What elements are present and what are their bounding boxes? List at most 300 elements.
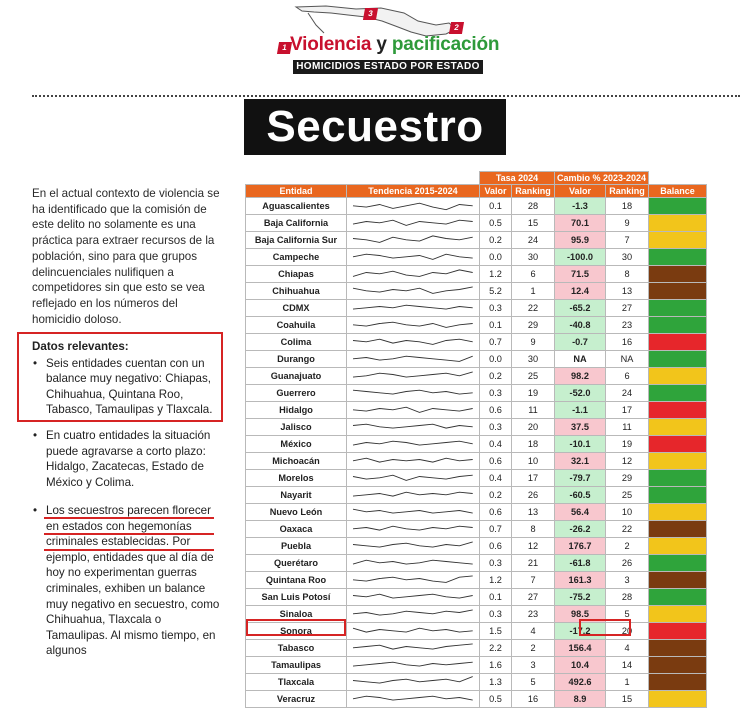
cambio-ranking-cell: 8 bbox=[606, 266, 649, 283]
balance-cell bbox=[649, 215, 707, 232]
table-row bbox=[246, 538, 707, 555]
entidad-cell: Quintana Roo bbox=[246, 572, 347, 589]
cambio-valor-cell: 8.9 bbox=[555, 691, 606, 708]
balance-cell bbox=[649, 249, 707, 266]
tasa-ranking-cell: 22 bbox=[512, 300, 555, 317]
tendencia-sparkline bbox=[347, 334, 480, 351]
sparkline-icon bbox=[347, 300, 479, 313]
cambio-ranking-cell: 5 bbox=[606, 606, 649, 623]
tendencia-sparkline bbox=[347, 487, 480, 504]
tasa-valor-cell: 0.3 bbox=[480, 385, 512, 402]
table-row bbox=[246, 419, 707, 436]
cambio-ranking-cell: 23 bbox=[606, 317, 649, 334]
balance-swatch bbox=[649, 691, 706, 707]
bullet-block-2 bbox=[32, 428, 220, 490]
balance-swatch bbox=[649, 606, 706, 622]
balance-cell bbox=[649, 453, 707, 470]
tendencia-sparkline bbox=[347, 368, 480, 385]
balance-swatch bbox=[649, 266, 706, 282]
entidad-cell: Tabasco bbox=[246, 640, 347, 657]
balance-swatch bbox=[649, 521, 706, 537]
balance-cell bbox=[649, 198, 707, 215]
entidad-cell: Aguascalientes bbox=[246, 198, 347, 215]
sparkline-icon bbox=[347, 487, 479, 500]
tasa-ranking-cell: 7 bbox=[512, 572, 555, 589]
cambio-ranking-cell: 10 bbox=[606, 504, 649, 521]
col-header-balance: Balance bbox=[649, 185, 707, 198]
balance-cell bbox=[649, 334, 707, 351]
tasa-valor-cell: 2.2 bbox=[480, 640, 512, 657]
cambio-valor-cell: -100.0 bbox=[555, 249, 606, 266]
table-row bbox=[246, 589, 707, 606]
entidad-cell: Querétaro bbox=[246, 555, 347, 572]
badge-2: 2 bbox=[449, 22, 464, 34]
sparkline-icon bbox=[347, 283, 479, 296]
table-row bbox=[246, 640, 707, 657]
col-header-valor: Valor bbox=[480, 185, 512, 198]
tendencia-sparkline bbox=[347, 521, 480, 538]
group-header-cambio: Cambio % 2023-2024 bbox=[555, 172, 649, 185]
table-row bbox=[246, 453, 707, 470]
dotted-divider bbox=[32, 95, 740, 97]
table-row bbox=[246, 249, 707, 266]
balance-swatch bbox=[649, 640, 706, 656]
balance-cell bbox=[649, 572, 707, 589]
tasa-valor-cell: 0.0 bbox=[480, 249, 512, 266]
cambio-valor-cell: 98.2 bbox=[555, 368, 606, 385]
entidad-cell: Nuevo León bbox=[246, 504, 347, 521]
sparkline-icon bbox=[347, 606, 479, 619]
cambio-ranking-cell: 18 bbox=[606, 198, 649, 215]
cambio-ranking-cell: 1 bbox=[606, 674, 649, 691]
tasa-ranking-cell: 25 bbox=[512, 368, 555, 385]
balance-swatch bbox=[649, 249, 706, 265]
cambio-valor-cell: -0.7 bbox=[555, 334, 606, 351]
col-header-ranking: Ranking bbox=[606, 185, 649, 198]
datos-heading: Datos relevantes: bbox=[32, 340, 129, 353]
sparkline-icon bbox=[347, 215, 479, 228]
balance-cell bbox=[649, 640, 707, 657]
sparkline-icon bbox=[347, 453, 479, 466]
sparkline-icon bbox=[347, 538, 479, 551]
bullet-item bbox=[32, 503, 222, 659]
bullet3-rest-text: Por ejemplo, entidades que al día de hoy no experimentan guerras criminales, exhiben un balance muy negativo en secuestro, como Chihuahua, Tlaxcala o Tamaulipas. Al mismo tiempo, en algunos bbox=[46, 535, 220, 658]
cambio-ranking-cell: 22 bbox=[606, 521, 649, 538]
logo-title-violencia: Violencia bbox=[290, 34, 372, 55]
tendencia-sparkline bbox=[347, 198, 480, 215]
balance-swatch bbox=[649, 657, 706, 673]
cambio-valor-cell: 56.4 bbox=[555, 504, 606, 521]
sparkline-icon bbox=[347, 436, 479, 449]
table-row bbox=[246, 436, 707, 453]
cambio-ranking-cell: 13 bbox=[606, 283, 649, 300]
cambio-valor-cell: 156.4 bbox=[555, 640, 606, 657]
balance-swatch bbox=[649, 453, 706, 469]
entidad-cell: Sonora bbox=[246, 623, 347, 640]
group-header-tasa: Tasa 2024 bbox=[480, 172, 555, 185]
cambio-valor-cell: 70.1 bbox=[555, 215, 606, 232]
cambio-ranking-cell: 11 bbox=[606, 419, 649, 436]
tendencia-sparkline bbox=[347, 283, 480, 300]
tasa-valor-cell: 0.3 bbox=[480, 555, 512, 572]
sparkline-icon bbox=[347, 623, 479, 636]
cambio-ranking-cell: 17 bbox=[606, 402, 649, 419]
cambio-valor-cell: -79.7 bbox=[555, 470, 606, 487]
table-row bbox=[246, 300, 707, 317]
balance-cell bbox=[649, 232, 707, 249]
balance-cell bbox=[649, 487, 707, 504]
tasa-ranking-cell: 9 bbox=[512, 334, 555, 351]
sparkline-icon bbox=[347, 249, 479, 262]
balance-cell bbox=[649, 266, 707, 283]
tasa-valor-cell: 1.2 bbox=[480, 266, 512, 283]
cambio-valor-cell: -10.1 bbox=[555, 436, 606, 453]
tasa-ranking-cell: 12 bbox=[512, 538, 555, 555]
col-header-ranking: Ranking bbox=[512, 185, 555, 198]
tasa-ranking-cell: 28 bbox=[512, 198, 555, 215]
tasa-valor-cell: 1.6 bbox=[480, 657, 512, 674]
tasa-ranking-cell: 6 bbox=[512, 266, 555, 283]
balance-cell bbox=[649, 368, 707, 385]
balance-swatch bbox=[649, 283, 706, 299]
balance-cell bbox=[649, 470, 707, 487]
bullet-block-3 bbox=[32, 503, 222, 659]
tasa-valor-cell: 0.6 bbox=[480, 538, 512, 555]
sparkline-icon bbox=[347, 317, 479, 330]
tasa-valor-cell: 0.6 bbox=[480, 402, 512, 419]
entidad-cell: Puebla bbox=[246, 538, 347, 555]
cambio-ranking-cell: NA bbox=[606, 351, 649, 368]
table-row bbox=[246, 487, 707, 504]
sparkline-icon bbox=[347, 419, 479, 432]
tasa-ranking-cell: 8 bbox=[512, 521, 555, 538]
tasa-ranking-cell: 13 bbox=[512, 504, 555, 521]
balance-swatch bbox=[649, 572, 706, 588]
cambio-ranking-cell: 14 bbox=[606, 657, 649, 674]
table-row bbox=[246, 674, 707, 691]
datos-relevantes bbox=[32, 339, 220, 418]
table-row bbox=[246, 470, 707, 487]
balance-swatch bbox=[649, 674, 706, 690]
highlight-tlaxcala-name bbox=[246, 619, 346, 636]
tasa-valor-cell: 0.0 bbox=[480, 351, 512, 368]
tasa-valor-cell: 1.2 bbox=[480, 572, 512, 589]
cambio-valor-cell: 32.1 bbox=[555, 453, 606, 470]
col-header-tendencia: Tendencia 2015-2024 bbox=[347, 185, 480, 198]
cambio-valor-cell: -61.8 bbox=[555, 555, 606, 572]
cambio-ranking-cell: 20 bbox=[606, 623, 649, 640]
tendencia-sparkline bbox=[347, 572, 480, 589]
tendencia-sparkline bbox=[347, 351, 480, 368]
balance-cell bbox=[649, 555, 707, 572]
balance-cell bbox=[649, 283, 707, 300]
tasa-valor-cell: 0.6 bbox=[480, 504, 512, 521]
balance-swatch bbox=[649, 232, 706, 248]
cambio-valor-cell: 37.5 bbox=[555, 419, 606, 436]
entidad-cell: Campeche bbox=[246, 249, 347, 266]
tasa-valor-cell: 0.2 bbox=[480, 368, 512, 385]
bullet3-highlighted-text: Los secuestros parecen florecer en estados con hegemonías criminales establecidas. bbox=[46, 504, 211, 549]
balance-cell bbox=[649, 419, 707, 436]
entidad-cell: Tlaxcala bbox=[246, 674, 347, 691]
balance-swatch bbox=[649, 538, 706, 554]
entidad-cell: CDMX bbox=[246, 300, 347, 317]
balance-swatch bbox=[649, 317, 706, 333]
highlight-tlaxcala-value bbox=[579, 619, 631, 636]
balance-cell bbox=[649, 385, 707, 402]
red-underline bbox=[44, 549, 214, 551]
entidad-cell: Sinaloa bbox=[246, 606, 347, 623]
balance-swatch bbox=[649, 198, 706, 214]
cambio-valor-cell: -1.1 bbox=[555, 402, 606, 419]
section-title: Secuestro bbox=[244, 99, 506, 155]
balance-swatch bbox=[649, 470, 706, 486]
col-header-entidad: Entidad bbox=[246, 185, 347, 198]
sparkline-icon bbox=[347, 572, 479, 585]
cambio-valor-cell: -52.0 bbox=[555, 385, 606, 402]
entidad-cell: Jalisco bbox=[246, 419, 347, 436]
entidad-cell: Guerrero bbox=[246, 385, 347, 402]
tasa-valor-cell: 0.4 bbox=[480, 436, 512, 453]
cambio-ranking-cell: 19 bbox=[606, 436, 649, 453]
balance-cell bbox=[649, 674, 707, 691]
entidad-cell: Michoacán bbox=[246, 453, 347, 470]
tasa-ranking-cell: 11 bbox=[512, 402, 555, 419]
tendencia-sparkline bbox=[347, 504, 480, 521]
table-row bbox=[246, 232, 707, 249]
entidad-cell: Veracruz bbox=[246, 691, 347, 708]
col-header-valor: Valor bbox=[555, 185, 606, 198]
tendencia-sparkline bbox=[347, 402, 480, 419]
tendencia-sparkline bbox=[347, 623, 480, 640]
tasa-ranking-cell: 17 bbox=[512, 470, 555, 487]
balance-cell bbox=[649, 351, 707, 368]
cambio-ranking-cell: 12 bbox=[606, 453, 649, 470]
cambio-valor-cell: 10.4 bbox=[555, 657, 606, 674]
tendencia-sparkline bbox=[347, 385, 480, 402]
tasa-ranking-cell: 1 bbox=[512, 283, 555, 300]
sparkline-icon bbox=[347, 521, 479, 534]
cambio-ranking-cell: 2 bbox=[606, 538, 649, 555]
tasa-valor-cell: 0.2 bbox=[480, 232, 512, 249]
balance-swatch bbox=[649, 487, 706, 503]
tendencia-sparkline bbox=[347, 674, 480, 691]
cambio-ranking-cell: 27 bbox=[606, 300, 649, 317]
cambio-valor-cell: -65.2 bbox=[555, 300, 606, 317]
tasa-valor-cell: 0.3 bbox=[480, 606, 512, 623]
tendencia-sparkline bbox=[347, 436, 480, 453]
entidad-cell: Tamaulipas bbox=[246, 657, 347, 674]
tasa-ranking-cell: 23 bbox=[512, 606, 555, 623]
balance-cell bbox=[649, 657, 707, 674]
tasa-ranking-cell: 2 bbox=[512, 640, 555, 657]
table-row bbox=[246, 283, 707, 300]
table-row bbox=[246, 521, 707, 538]
tasa-ranking-cell: 29 bbox=[512, 317, 555, 334]
cambio-valor-cell: NA bbox=[555, 351, 606, 368]
tasa-ranking-cell: 26 bbox=[512, 487, 555, 504]
balance-cell bbox=[649, 300, 707, 317]
tasa-ranking-cell: 3 bbox=[512, 657, 555, 674]
sparkline-icon bbox=[347, 334, 479, 347]
balance-cell bbox=[649, 623, 707, 640]
entidad-cell: Baja California Sur bbox=[246, 232, 347, 249]
balance-swatch bbox=[649, 419, 706, 435]
sparkline-icon bbox=[347, 674, 479, 687]
cambio-valor-cell: 176.7 bbox=[555, 538, 606, 555]
sparkline-icon bbox=[347, 555, 479, 568]
logo-subtitle: HOMICIDIOS ESTADO POR ESTADO bbox=[293, 60, 483, 74]
entidad-cell: Durango bbox=[246, 351, 347, 368]
sparkline-icon bbox=[347, 266, 479, 279]
tendencia-sparkline bbox=[347, 657, 480, 674]
sparkline-icon bbox=[347, 385, 479, 398]
table-row bbox=[246, 385, 707, 402]
tasa-valor-cell: 0.6 bbox=[480, 453, 512, 470]
balance-swatch bbox=[649, 436, 706, 452]
balance-swatch bbox=[649, 334, 706, 350]
tasa-ranking-cell: 24 bbox=[512, 232, 555, 249]
table-row bbox=[246, 691, 707, 708]
tasa-valor-cell: 0.1 bbox=[480, 198, 512, 215]
table-row bbox=[246, 504, 707, 521]
cambio-ranking-cell: 4 bbox=[606, 640, 649, 657]
balance-swatch bbox=[649, 215, 706, 231]
header bbox=[0, 0, 750, 90]
balance-cell bbox=[649, 589, 707, 606]
tasa-ranking-cell: 20 bbox=[512, 419, 555, 436]
tasa-ranking-cell: 19 bbox=[512, 385, 555, 402]
tendencia-sparkline bbox=[347, 470, 480, 487]
cambio-ranking-cell: 16 bbox=[606, 334, 649, 351]
table-row bbox=[246, 572, 707, 589]
tendencia-sparkline bbox=[347, 538, 480, 555]
tasa-valor-cell: 0.1 bbox=[480, 589, 512, 606]
entidad-cell: Hidalgo bbox=[246, 402, 347, 419]
table-row bbox=[246, 266, 707, 283]
bullet-item: • Seis entidades cuentan con un balance muy negativo: Chiapas, Chihuahua, Quintana Roo, Tabasco, Tamaulipas y Tlaxcala. bbox=[32, 356, 220, 418]
cambio-valor-cell: 492.6 bbox=[555, 674, 606, 691]
sparkline-icon bbox=[347, 504, 479, 517]
entidad-cell: Guanajuato bbox=[246, 368, 347, 385]
table-row bbox=[246, 555, 707, 572]
tasa-valor-cell: 0.7 bbox=[480, 521, 512, 538]
table-row bbox=[246, 402, 707, 419]
table-row bbox=[246, 657, 707, 674]
tasa-ranking-cell: 30 bbox=[512, 351, 555, 368]
bullet-item: • En cuatro entidades la situación puede agravarse a corto plazo: Hidalgo, Zacatecas, Estado de México y Colima. bbox=[32, 428, 220, 490]
cambio-valor-cell: -17.2 bbox=[555, 623, 606, 640]
sparkline-icon bbox=[347, 368, 479, 381]
tendencia-sparkline bbox=[347, 589, 480, 606]
tendencia-sparkline bbox=[347, 606, 480, 623]
tasa-valor-cell: 1.3 bbox=[480, 674, 512, 691]
tendencia-sparkline bbox=[347, 317, 480, 334]
entidad-cell: México bbox=[246, 436, 347, 453]
balance-cell bbox=[649, 436, 707, 453]
tendencia-sparkline bbox=[347, 232, 480, 249]
table-row bbox=[246, 215, 707, 232]
balance-swatch bbox=[649, 504, 706, 520]
balance-cell bbox=[649, 317, 707, 334]
balance-swatch bbox=[649, 589, 706, 605]
sparkline-icon bbox=[347, 402, 479, 415]
tendencia-sparkline bbox=[347, 266, 480, 283]
cambio-valor-cell: -1.3 bbox=[555, 198, 606, 215]
logo-title-pacificacion: pacificación bbox=[391, 34, 500, 55]
cambio-ranking-cell: 15 bbox=[606, 691, 649, 708]
tasa-valor-cell: 0.1 bbox=[480, 317, 512, 334]
sparkline-icon bbox=[347, 232, 479, 245]
balance-swatch bbox=[649, 402, 706, 418]
balance-cell bbox=[649, 691, 707, 708]
entidad-cell: Coahuila bbox=[246, 317, 347, 334]
intro-paragraph: En el actual contexto de violencia se ha identificado que la comisión de este delito no solamente es una práctica para extraer recursos de la población, sino para que grupos delincuenciales nulifiquen a competidores sin que esto se vea reflejado en los números del homicidio doloso. bbox=[32, 187, 220, 326]
cambio-ranking-cell: 6 bbox=[606, 368, 649, 385]
tasa-valor-cell: 0.5 bbox=[480, 215, 512, 232]
intro-text bbox=[32, 186, 228, 341]
cambio-ranking-cell: 24 bbox=[606, 385, 649, 402]
table-row bbox=[246, 198, 707, 215]
sparkline-icon bbox=[347, 589, 479, 602]
tasa-ranking-cell: 5 bbox=[512, 674, 555, 691]
balance-cell bbox=[649, 402, 707, 419]
balance-cell bbox=[649, 504, 707, 521]
tendencia-sparkline bbox=[347, 691, 480, 708]
tasa-ranking-cell: 10 bbox=[512, 453, 555, 470]
sparkline-icon bbox=[347, 657, 479, 670]
red-underline bbox=[44, 517, 214, 519]
tendencia-sparkline bbox=[347, 555, 480, 572]
tasa-valor-cell: 0.7 bbox=[480, 334, 512, 351]
entidad-cell: Oaxaca bbox=[246, 521, 347, 538]
badge-3: 3 bbox=[363, 8, 378, 20]
cambio-valor-cell: 161.3 bbox=[555, 572, 606, 589]
badge-1: 1 bbox=[277, 42, 292, 54]
tasa-ranking-cell: 27 bbox=[512, 589, 555, 606]
logo-title-y: y bbox=[376, 34, 387, 55]
cambio-ranking-cell: 26 bbox=[606, 555, 649, 572]
entidad-cell: Colima bbox=[246, 334, 347, 351]
tasa-valor-cell: 0.4 bbox=[480, 470, 512, 487]
balance-swatch bbox=[649, 368, 706, 384]
red-underline bbox=[44, 533, 214, 535]
tasa-valor-cell: 0.5 bbox=[480, 691, 512, 708]
logo-title bbox=[290, 34, 499, 56]
tasa-ranking-cell: 30 bbox=[512, 249, 555, 266]
table-row bbox=[246, 351, 707, 368]
tendencia-sparkline bbox=[347, 249, 480, 266]
tendencia-sparkline bbox=[347, 300, 480, 317]
cambio-valor-cell: 12.4 bbox=[555, 283, 606, 300]
balance-swatch bbox=[649, 300, 706, 316]
sparkline-icon bbox=[347, 640, 479, 653]
table-row bbox=[246, 368, 707, 385]
entidad-cell: Nayarit bbox=[246, 487, 347, 504]
table-row bbox=[246, 334, 707, 351]
entidad-cell: Chihuahua bbox=[246, 283, 347, 300]
entidad-cell: Morelos bbox=[246, 470, 347, 487]
cambio-ranking-cell: 3 bbox=[606, 572, 649, 589]
sparkline-icon bbox=[347, 198, 479, 211]
balance-swatch bbox=[649, 385, 706, 401]
tendencia-sparkline bbox=[347, 453, 480, 470]
tendencia-sparkline bbox=[347, 640, 480, 657]
sparkline-icon bbox=[347, 691, 479, 704]
entidad-cell: San Luis Potosí bbox=[246, 589, 347, 606]
tasa-valor-cell: 5.2 bbox=[480, 283, 512, 300]
tasa-valor-cell: 0.3 bbox=[480, 419, 512, 436]
